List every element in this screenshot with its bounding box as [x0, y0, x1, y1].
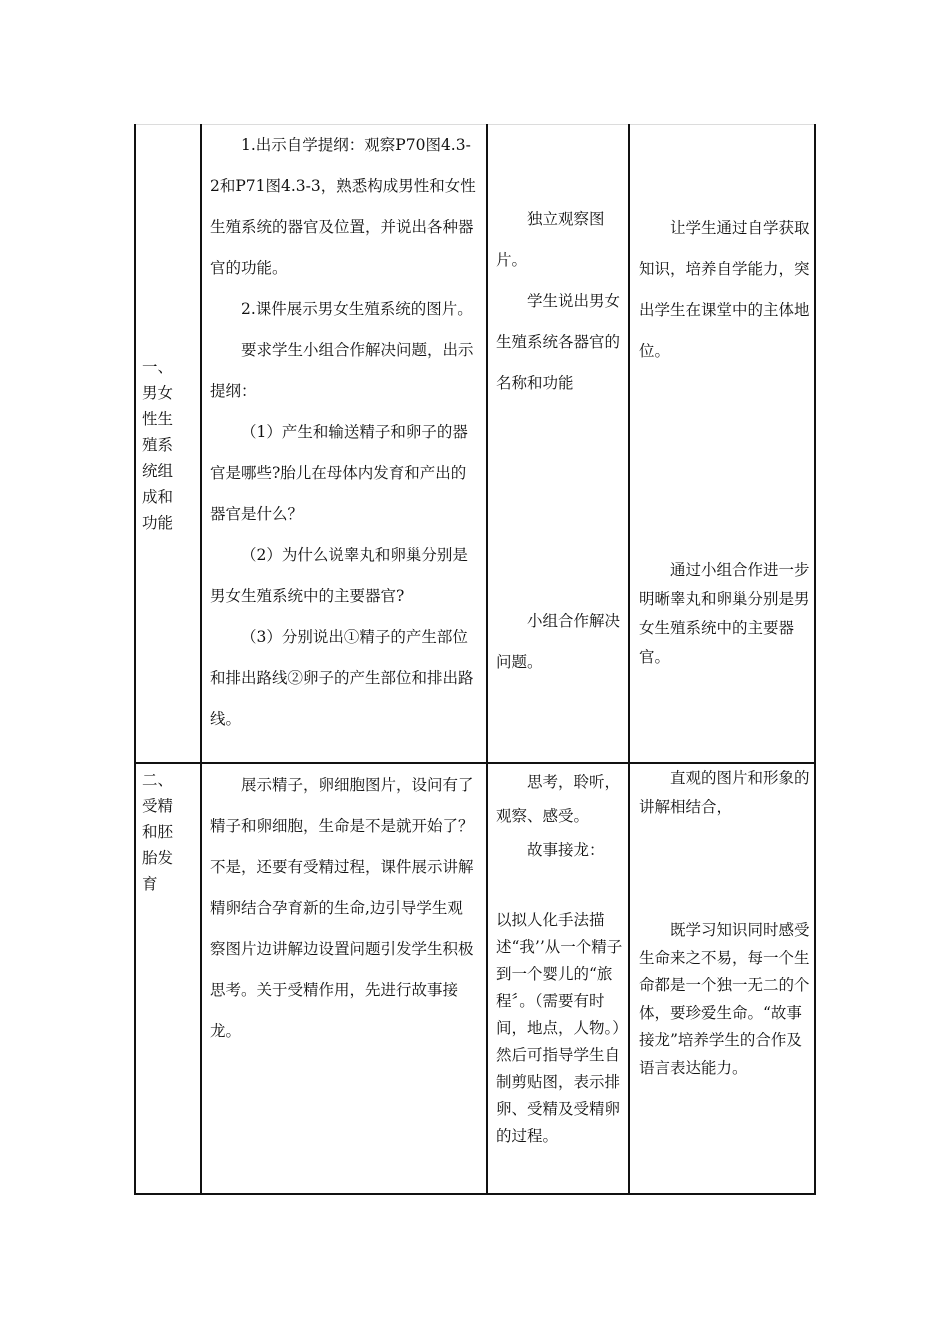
table-divider-col3 [628, 124, 630, 1195]
section-title-line: 和胚 [142, 823, 174, 841]
row2-student-cell [496, 765, 628, 867]
teacher-question: （1）产生和输送精子和卵子的器官是哪些?胎儿在母体内发育和产出的器官是什么？ [210, 423, 468, 523]
section-title-line: 统组 [142, 462, 174, 480]
row2-intent-cell [639, 764, 811, 822]
table-border-bottom [134, 1193, 816, 1195]
student-activity: 独立观察图片。 [496, 210, 605, 269]
student-activity: 以拟人化手法描述“我’’从一个精子到一个婴儿的“旅程〞。（需要有时间，地点，人物。）然后可指导学生自制剪贴图，表示排卵、受精及受精卵的过程。 [496, 911, 628, 1145]
row1-student-cell [496, 199, 628, 404]
section-title-line: 受精 [142, 797, 174, 815]
row1-intent-cell-b [639, 556, 811, 672]
section-title-line: 功能 [142, 514, 174, 532]
table-divider-col2 [486, 124, 488, 1195]
lesson-plan-table [134, 124, 816, 1195]
section-title-line: 一、 [142, 358, 174, 376]
teacher-question: （3）分别说出①精子的产生部位和排出路线②卵子的产生部位和排出路线。 [210, 628, 474, 728]
row2-student-cell-b [496, 907, 628, 1150]
student-activity: 思考，聆听，观察、感受。 [496, 773, 621, 825]
teacher-paragraph: 2.课件展示男女生殖系统的图片。 [241, 300, 473, 318]
section-title-line: 二、 [142, 771, 174, 789]
design-intent: 通过小组合作进一步明晰睾丸和卵巢分别是男女生殖系统中的主要器官。 [639, 561, 810, 666]
row2-teacher-cell [210, 765, 478, 1052]
table-border-right [814, 124, 816, 1195]
row1-student-cell-b [496, 601, 628, 683]
teacher-paragraph: 要求学生小组合作解决问题，出示提纲： [210, 341, 474, 400]
design-intent: 既学习知识同时感受生命来之不易，每一个生命都是一个独一无二的个体，要珍爱生命。“故事接龙”培养学生的合作及语言表达能力。 [639, 921, 810, 1077]
section-title-line: 胎发 [142, 849, 174, 867]
row1-teacher-cell [210, 125, 478, 740]
row2-intent-cell-b [639, 917, 811, 1082]
section-title-line: 育 [142, 875, 158, 893]
teacher-paragraph: 1.出示自学提纲：观察P70图4.3-2和P71图4.3-3，熟悉构成男性和女性生殖系统的器官及位置，并说出各种器官的功能。 [210, 136, 476, 277]
section-title-line: 性生 [142, 410, 174, 428]
table-divider-col1 [200, 124, 202, 1195]
row1-section-cell [142, 354, 186, 536]
section-title-line: 殖系 [142, 436, 174, 454]
section-title-line: 成和 [142, 488, 174, 506]
row2-section-cell [142, 767, 186, 897]
design-intent: 直观的图片和形象的讲解相结合， [639, 769, 810, 816]
section-title-line: 男女 [142, 384, 174, 402]
teacher-question: （2）为什么说睾丸和卵巢分别是男女生殖系统中的主要器官? [210, 546, 468, 605]
student-activity: 故事接龙： [527, 841, 605, 859]
student-activity: 小组合作解决问题。 [496, 612, 621, 671]
table-border-left [134, 124, 136, 1195]
teacher-paragraph: 展示精子，卵细胞图片，设问有了精子和卵细胞，生命是不是就开始了？不是，还要有受精过程，课件展示讲解精卵结合孕育新的生命,边引导学生观察图片边讲解边设置问题引发学生积极思考。关于受精作用，先进行故事接龙。 [210, 776, 474, 1040]
design-intent: 让学生通过自学获取知识，培养自学能力，突出学生在课堂中的主体地位。 [639, 219, 810, 360]
row1-intent-cell [639, 208, 811, 372]
student-activity: 学生说出男女生殖系统各器官的名称和功能 [496, 292, 621, 392]
